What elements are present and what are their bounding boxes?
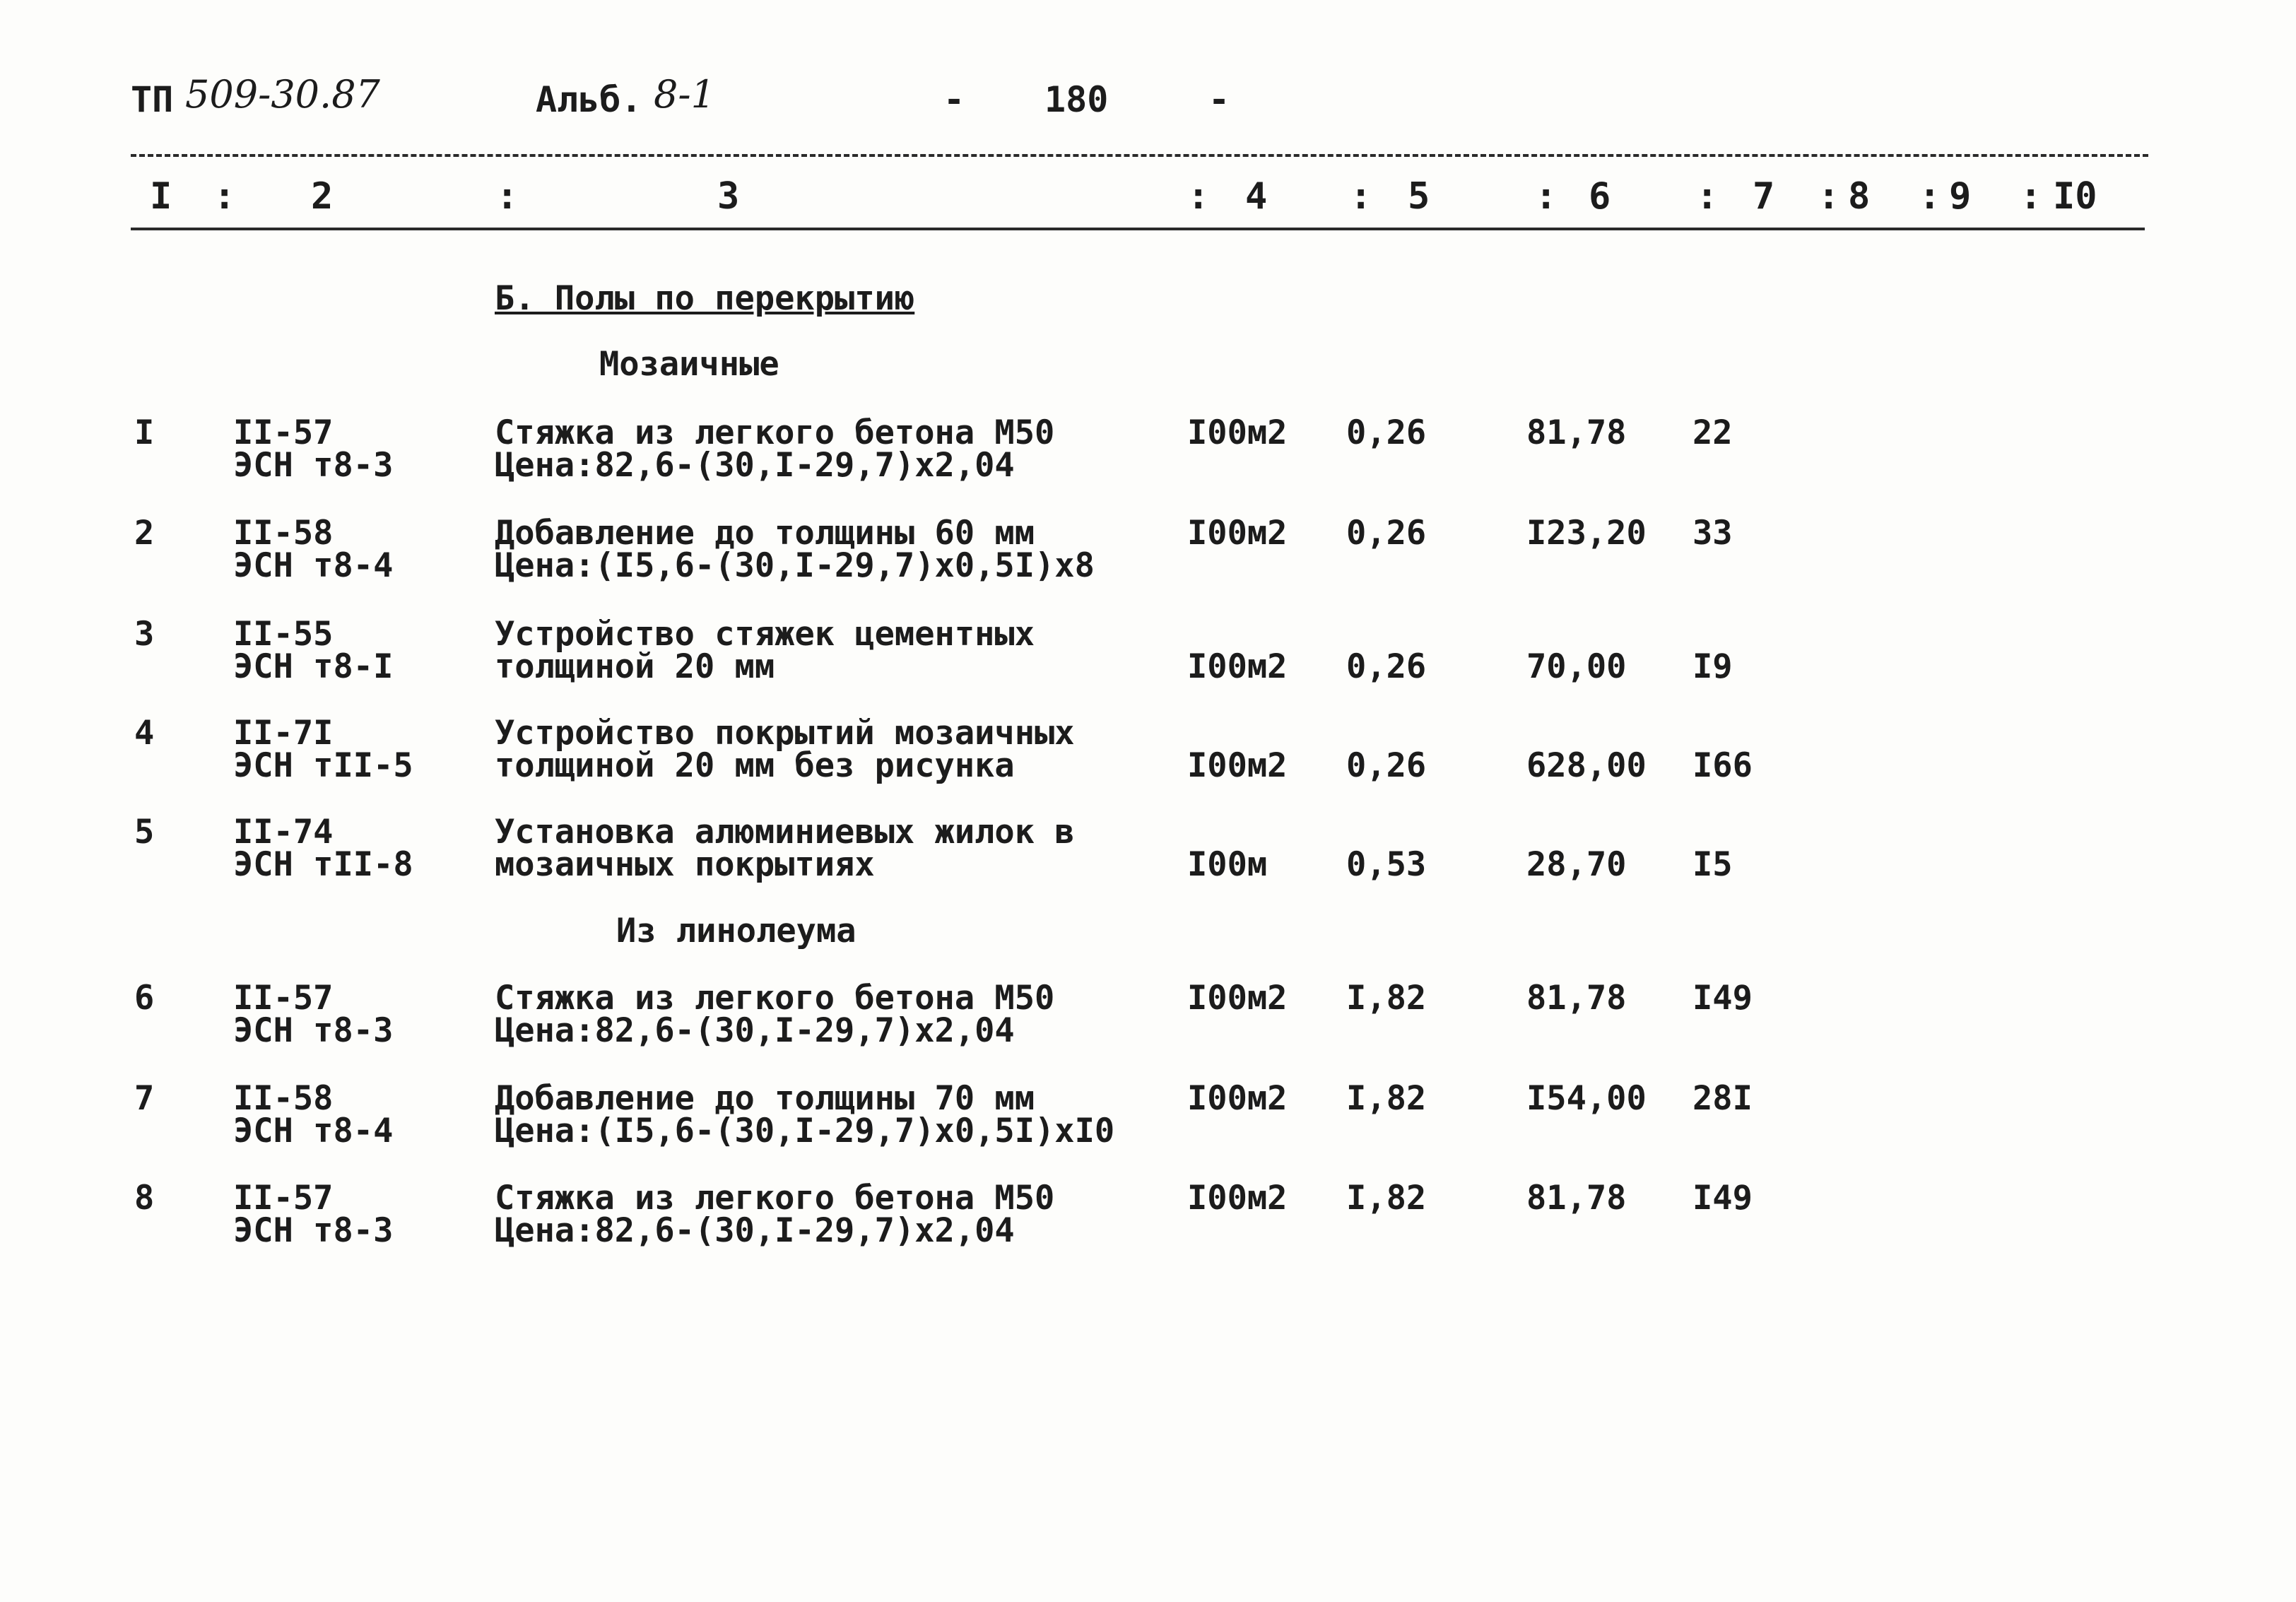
row-quantity: 0,26 bbox=[1346, 746, 1427, 785]
col-10: I0 bbox=[2053, 175, 2097, 218]
row-price: I54,00 bbox=[1526, 1079, 1647, 1118]
row-price: I23,20 bbox=[1526, 514, 1647, 553]
col-separator: : bbox=[2020, 175, 2042, 218]
row-total: I5 bbox=[1692, 845, 1733, 884]
row-price: 70,00 bbox=[1526, 647, 1627, 686]
row-code: II-58 bbox=[233, 514, 334, 553]
col-separator: : bbox=[1696, 175, 1719, 218]
col-separator: : bbox=[1350, 175, 1372, 218]
row-code: II-74 bbox=[233, 813, 334, 852]
row-total: I49 bbox=[1692, 1179, 1753, 1218]
row-number: I bbox=[134, 413, 155, 452]
row-code-ref: ЭСН т8-3 bbox=[233, 1011, 394, 1050]
doc-number: 509-30.87 bbox=[185, 72, 380, 117]
row-unit: I00м bbox=[1187, 845, 1268, 884]
row-description-2: Цена:82,6-(30,I-29,7)x2,04 bbox=[495, 1211, 1015, 1250]
row-code: II-57 bbox=[233, 413, 334, 452]
section-title: Б. Полы по перекрытию bbox=[495, 279, 915, 318]
row-number: 7 bbox=[134, 1079, 155, 1118]
row-price: 628,00 bbox=[1526, 746, 1647, 785]
row-unit: I00м2 bbox=[1187, 514, 1288, 553]
row-number: 2 bbox=[134, 514, 155, 553]
page-dash-right: - bbox=[1208, 79, 1230, 120]
row-description: Установка алюминиевых жилок в bbox=[495, 813, 1075, 852]
row-number: 6 bbox=[134, 979, 155, 1018]
row-description-2: толщиной 20 мм без рисунка bbox=[495, 746, 1015, 785]
row-number: 4 bbox=[134, 714, 155, 753]
col-9: 9 bbox=[1949, 175, 1972, 218]
row-number: 8 bbox=[134, 1179, 155, 1218]
col-8: 8 bbox=[1848, 175, 1871, 218]
row-quantity: I,82 bbox=[1346, 1179, 1427, 1218]
row-total: I66 bbox=[1692, 746, 1753, 785]
album-prefix: Альб. bbox=[536, 79, 642, 120]
row-description-2: Цена:(I5,6-(30,I-29,7)x0,5I)xI0 bbox=[495, 1112, 1115, 1150]
col-2: 2 bbox=[311, 175, 334, 218]
row-quantity: I,82 bbox=[1346, 1079, 1427, 1118]
row-code-ref: ЭСН т8-4 bbox=[233, 546, 394, 585]
row-price: 81,78 bbox=[1526, 413, 1627, 452]
row-quantity: I,82 bbox=[1346, 979, 1427, 1018]
row-price: 81,78 bbox=[1526, 1179, 1627, 1218]
col-3: 3 bbox=[717, 175, 740, 218]
col-4: 4 bbox=[1245, 175, 1268, 218]
row-total: 33 bbox=[1692, 514, 1733, 553]
row-code-ref: ЭСН тII-5 bbox=[233, 746, 413, 785]
row-description: Устройство стяжек цементных bbox=[495, 615, 1035, 654]
row-quantity: 0,26 bbox=[1346, 413, 1427, 452]
row-unit: I00м2 bbox=[1187, 413, 1288, 452]
row-description: Стяжка из легкого бетона М50 bbox=[495, 979, 1055, 1018]
subsection-title: Из линолеума bbox=[616, 912, 856, 950]
row-code: II-55 bbox=[233, 615, 334, 654]
row-code: II-7I bbox=[233, 714, 334, 753]
row-code: II-57 bbox=[233, 979, 334, 1018]
row-number: 5 bbox=[134, 813, 155, 852]
col-5: 5 bbox=[1408, 175, 1430, 218]
row-total: 22 bbox=[1692, 413, 1733, 452]
col-separator: : bbox=[1818, 175, 1840, 218]
row-quantity: 0,53 bbox=[1346, 845, 1427, 884]
row-description: Добавление до толщины 70 мм bbox=[495, 1079, 1035, 1118]
subsection-title: Мозаичные bbox=[599, 345, 779, 384]
row-quantity: 0,26 bbox=[1346, 514, 1427, 553]
row-unit: I00м2 bbox=[1187, 1079, 1288, 1118]
row-unit: I00м2 bbox=[1187, 979, 1288, 1018]
row-description: Добавление до толщины 60 мм bbox=[495, 514, 1035, 553]
col-1: I bbox=[150, 175, 172, 218]
page-dash-left: - bbox=[943, 79, 965, 120]
row-code-ref: ЭСН т8-3 bbox=[233, 446, 394, 485]
col-separator: : bbox=[1919, 175, 1941, 218]
row-total: 28I bbox=[1692, 1079, 1753, 1118]
row-total: I9 bbox=[1692, 647, 1733, 686]
row-description: Стяжка из легкого бетона М50 bbox=[495, 413, 1055, 452]
row-unit: I00м2 bbox=[1187, 647, 1288, 686]
row-number: 3 bbox=[134, 615, 155, 654]
row-description-2: Цена:(I5,6-(30,I-29,7)x0,5I)x8 bbox=[495, 546, 1095, 585]
col-separator: : bbox=[1535, 175, 1558, 218]
col-6: 6 bbox=[1589, 175, 1611, 218]
col-separator: : bbox=[496, 175, 519, 218]
row-code-ref: ЭСН т8-4 bbox=[233, 1112, 394, 1150]
row-description: Стяжка из легкого бетона М50 bbox=[495, 1179, 1055, 1218]
row-code-ref: ЭСН тII-8 bbox=[233, 845, 413, 884]
row-code: II-57 bbox=[233, 1179, 334, 1218]
col-7: 7 bbox=[1753, 175, 1775, 218]
top-rule bbox=[131, 154, 2148, 157]
page-number: 180 bbox=[1044, 79, 1109, 120]
row-unit: I00м2 bbox=[1187, 746, 1288, 785]
col-separator: : bbox=[1187, 175, 1210, 218]
row-code-ref: ЭСН т8-I bbox=[233, 647, 394, 686]
row-total: I49 bbox=[1692, 979, 1753, 1018]
row-price: 28,70 bbox=[1526, 845, 1627, 884]
row-description-2: толщиной 20 мм bbox=[495, 647, 775, 686]
doc-prefix: ТП bbox=[131, 79, 174, 120]
row-quantity: 0,26 bbox=[1346, 647, 1427, 686]
row-description-2: Цена:82,6-(30,I-29,7)x2,04 bbox=[495, 1011, 1015, 1050]
header-bottom-rule bbox=[131, 228, 2145, 230]
row-unit: I00м2 bbox=[1187, 1179, 1288, 1218]
row-code: II-58 bbox=[233, 1079, 334, 1118]
row-code-ref: ЭСН т8-3 bbox=[233, 1211, 394, 1250]
row-price: 81,78 bbox=[1526, 979, 1627, 1018]
col-separator: : bbox=[213, 175, 236, 218]
album-number: 8-1 bbox=[654, 72, 715, 117]
row-description-2: мозаичных покрытиях bbox=[495, 845, 875, 884]
row-description: Устройство покрытий мозаичных bbox=[495, 714, 1075, 753]
row-description-2: Цена:82,6-(30,I-29,7)x2,04 bbox=[495, 446, 1015, 485]
